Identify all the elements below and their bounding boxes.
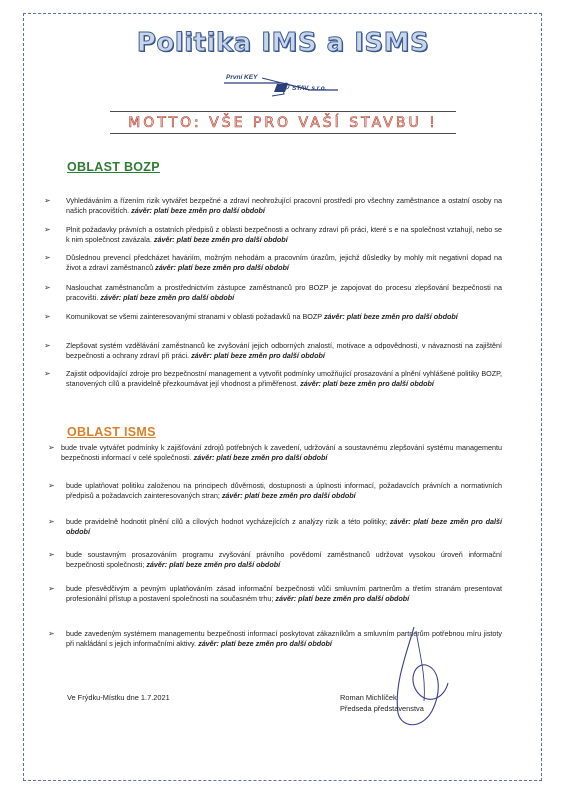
zaver-note: závěr: platí beze změn pro další období (131, 205, 265, 215)
motto-bottom-rule (110, 133, 456, 134)
zaver-note: závěr: platí beze změn pro další období (146, 559, 281, 569)
arrow-bullet-icon: ➢ (48, 629, 55, 638)
arrow-bullet-icon: ➢ (44, 369, 51, 378)
arrow-bullet-icon: ➢ (44, 225, 51, 234)
zaver-note: závěr: platí beze změn pro další období (323, 312, 458, 321)
arrow-bullet-icon: ➢ (48, 517, 55, 526)
signer-name: Roman Michlíček (340, 693, 397, 702)
motto: MOTTO: VŠE PRO VAŠÍ STAVBU ! (128, 115, 438, 131)
zaver-note: závěr: platí beze změn pro další období (155, 262, 289, 272)
zaver-note: závěr: platí beze změn pro další období (193, 452, 328, 462)
motto-top-rule (110, 111, 456, 112)
arrow-bullet-icon: ➢ (44, 196, 51, 205)
arrow-bullet-icon: ➢ (44, 341, 51, 350)
zaver-note: závěr: platí beze změn pro další období (153, 234, 288, 244)
logo-text-line1: První KEY (226, 74, 258, 81)
zaver-note: závěr: platí beze změn pro další období (300, 378, 434, 388)
signer-role: Předseda představenstva (340, 704, 424, 713)
zaver-note: závěr: platí beze změn pro další období (191, 350, 325, 360)
zaver-note: závěr: platí beze změn pro další období (275, 593, 410, 603)
arrow-bullet-icon: ➢ (44, 312, 51, 321)
arrow-bullet-icon: ➢ (48, 443, 55, 452)
isms-heading: OBLAST ISMS (67, 425, 156, 439)
page-title: Politika IMS a ISMS (136, 28, 430, 58)
arrow-bullet-icon: ➢ (48, 481, 55, 490)
handwritten-signature (386, 625, 456, 735)
zaver-note: závěr: platí beze změn pro další období (198, 638, 332, 648)
zaver-note: závěr: platí beze změn pro další období (221, 490, 356, 500)
zaver-note: závěr: platí beze změn pro další období (100, 292, 235, 302)
place-and-date: Ve Frýdku-Místku dne 1.7.2021 (67, 693, 170, 702)
zaver-note: závěr: platí beze změn pro další období (66, 517, 502, 536)
company-logo (222, 74, 342, 98)
logo-text-line2: STAV, s.r.o. (292, 85, 327, 92)
arrow-bullet-icon: ➢ (48, 584, 55, 593)
arrow-bullet-icon: ➢ (44, 283, 51, 292)
arrow-bullet-icon: ➢ (48, 550, 55, 559)
arrow-bullet-icon: ➢ (44, 253, 51, 262)
bozp-heading: OBLAST BOZP (67, 160, 160, 174)
